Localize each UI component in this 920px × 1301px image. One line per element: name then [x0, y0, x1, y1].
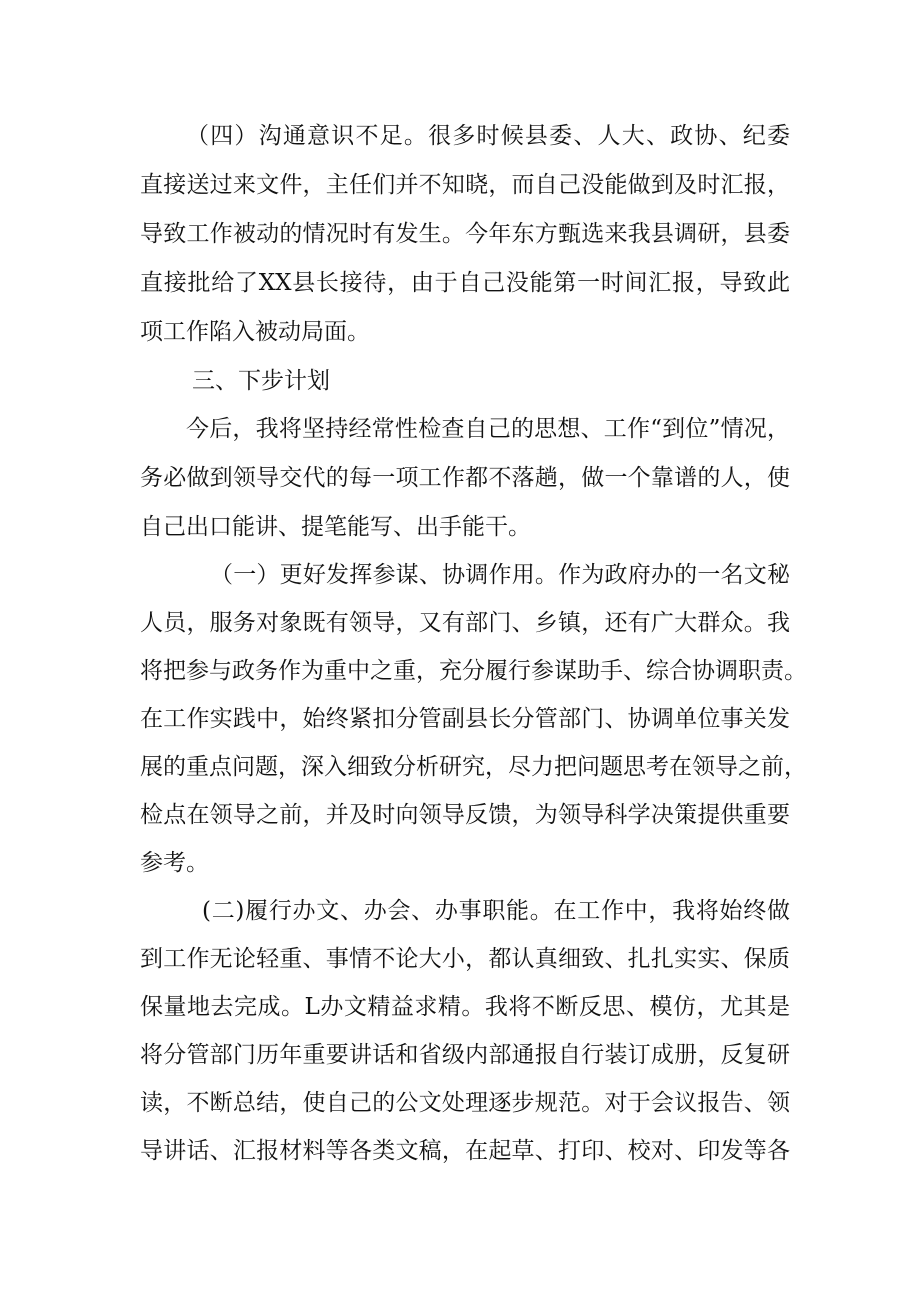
paragraph-line: 读，不断总结，使自己的公文处理逐步规范。对于会议报告、领	[140, 1090, 790, 1116]
paragraph-line: 务必做到领导交代的每一项工作都不落趟，做一个靠谱的人，使	[140, 465, 790, 491]
paragraph-line: 将把参与政务作为重中之重，充分履行参谋助手、综合协调职责。	[140, 658, 807, 684]
paragraph-line: 项工作陷入被动局面。	[140, 319, 370, 345]
paragraph-line: 直接批给了XX县长接待，由于自己没能第一时间汇报，导致此	[140, 270, 790, 296]
paragraph-line: 参考。	[140, 850, 209, 876]
paragraph-line: (二)履行办文、办会、办事职能。在工作中，我将始终做	[202, 898, 790, 924]
paragraph-line: 保量地去完成。L办文精益求精。我将不断反思、模仿，尤其是	[140, 994, 790, 1020]
paragraph-line: 今后，我将坚持经常性检查自己的思想、工作“到位”情况，	[186, 416, 790, 442]
paragraph-line: （四）沟通意识不足。很多时候县委、人大、政协、纪委	[186, 123, 790, 149]
paragraph-line: 检点在领导之前，并及时向领导反馈，为领导科学决策提供重要	[140, 802, 790, 828]
paragraph-line: 将分管部门历年重要讲话和省级内部通报自行装订成册，反复研	[140, 1042, 790, 1068]
paragraph-line: （一）更好发挥参谋、协调作用。作为政府办的一名文秘	[210, 562, 790, 588]
paragraph-line: 人员，服务对象既有领导，又有部门、乡镇，还有广大群众。我	[140, 610, 790, 636]
paragraph-line: 自己出口能讲、提笔能写、出手能干。	[140, 514, 531, 540]
paragraph-line: 导致工作被动的情况时有发生。今年东方甄选来我县调研，县委	[140, 221, 790, 247]
paragraph-line: 在工作实践中，始终紧扣分管副县长分管部门、协调单位事关发	[140, 706, 790, 732]
paragraph-line: 导讲话、汇报材料等各类文稿，在起草、打印、校对、印发等各	[140, 1138, 790, 1164]
section-heading: 三、下步计划	[192, 368, 330, 394]
paragraph-line: 直接送过来文件，主任们并不知晓，而自己没能做到及时汇报，	[140, 172, 790, 198]
paragraph-line: 到工作无论轻重、事情不论大小，都认真细致、扎扎实实、保质	[140, 946, 790, 972]
paragraph-line: 展的重点问题，深入细致分析研究，尽力把问题思考在领导之前，	[140, 754, 807, 780]
